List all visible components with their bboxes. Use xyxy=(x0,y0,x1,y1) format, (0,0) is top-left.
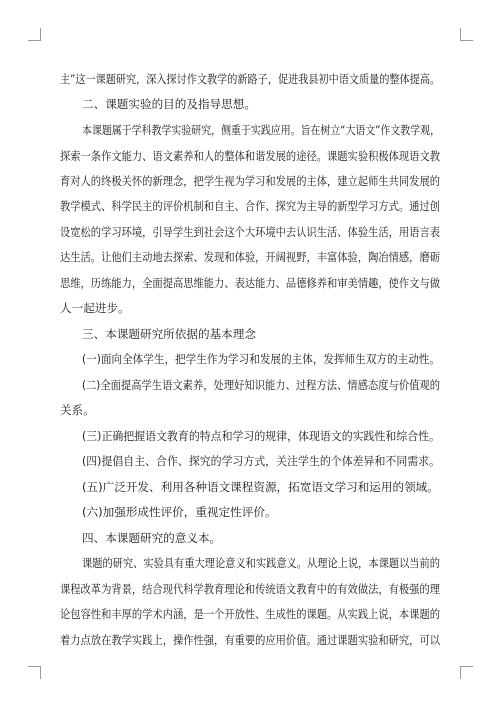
paragraph-line: 教学模式、科学民主的评价机制和自主、合作、探究为主导的新型学习方式。通过创 xyxy=(60,199,440,213)
section-heading: 二、课题实验的目的及指导思想。 xyxy=(82,97,256,111)
list-item: (一)面向全体学生，把学生作为学习和发展的主体，发挥师生双方的主动性。 xyxy=(82,352,441,366)
paragraph-line: 思维，历练能力，全面提高思维能力、表达能力、品德修养和审美情趣，使作文与做 xyxy=(60,276,440,290)
list-item: (六)加强形成性评价，重视定性评价。 xyxy=(82,505,277,519)
list-item: (五)广泛开发、利用各种语文课程资源，拓宽语文学习和运用的领域。 xyxy=(82,480,439,494)
list-item: (三)正确把握语文教育的特点和学习的规律，体现语文的实践性和综合性。 xyxy=(82,429,441,443)
crop-mark-top-left xyxy=(28,28,41,41)
crop-mark-bottom-left xyxy=(28,666,41,679)
paragraph-line: 达生活。让他们主动地去探索、发现和体验，开阔视野，丰富体验，陶冶情感，磨砺 xyxy=(60,250,440,264)
paragraph-line: 本课题属于学科教学实验研究，侧重于实践应用。旨在树立“大语文”作文教学观， xyxy=(82,123,441,137)
list-item: (二)全面提高学生语文素养，处理好知识能力、过程方法、情感态度与价值观的 xyxy=(82,378,441,392)
list-item: (四)提倡自主、合作、探究的学习方式，关注学生的个体差异和不同需求。 xyxy=(82,454,441,468)
paragraph-line: 设宽松的学习环境，引导学生到社会这个大环境中去认识生活、体验生活，用语言表 xyxy=(60,225,440,239)
crop-mark-bottom-right xyxy=(460,666,473,679)
section-heading: 三、本课题研究所依据的基本理念 xyxy=(82,327,256,341)
paragraph-line: 课程改革为背景，结合现代科学教育理论和传统语文教育中的有效做法，有极强的理 xyxy=(60,582,440,596)
section-heading: 四、本课题研究的意义本。 xyxy=(82,531,222,545)
paragraph-line: 课题的研究、实验具有重大理论意义和实践意义。从理论上说，本课题以当前的 xyxy=(82,556,440,570)
paragraph-line: 着力点放在教学实践上，操作性强，有重要的应用价值。通过课题实验和研究，可以 xyxy=(60,633,440,647)
crop-mark-top-right xyxy=(460,28,473,41)
paragraph-line: 探索一条作文能力、语文素养和人的整体和谐发展的途径。课题实验积极体现语文教 xyxy=(60,149,440,163)
paragraph-line: 论包容性和丰厚的学术内涵，是一个开放性、生成性的课题。从实践上说，本课题的 xyxy=(60,607,440,621)
paragraph-line: 关系。 xyxy=(60,403,95,417)
paragraph-line: 育对人的终极关怀的新理念，把学生视为学习和发展的主体，建立起师生共同发展的 xyxy=(60,174,440,188)
paragraph-line: 人一起进步。 xyxy=(60,301,130,315)
paragraph-line: 主”这一课题研究，深入探讨作文教学的新路子，促进我县初中语文质量的整体提高。 xyxy=(60,72,441,86)
